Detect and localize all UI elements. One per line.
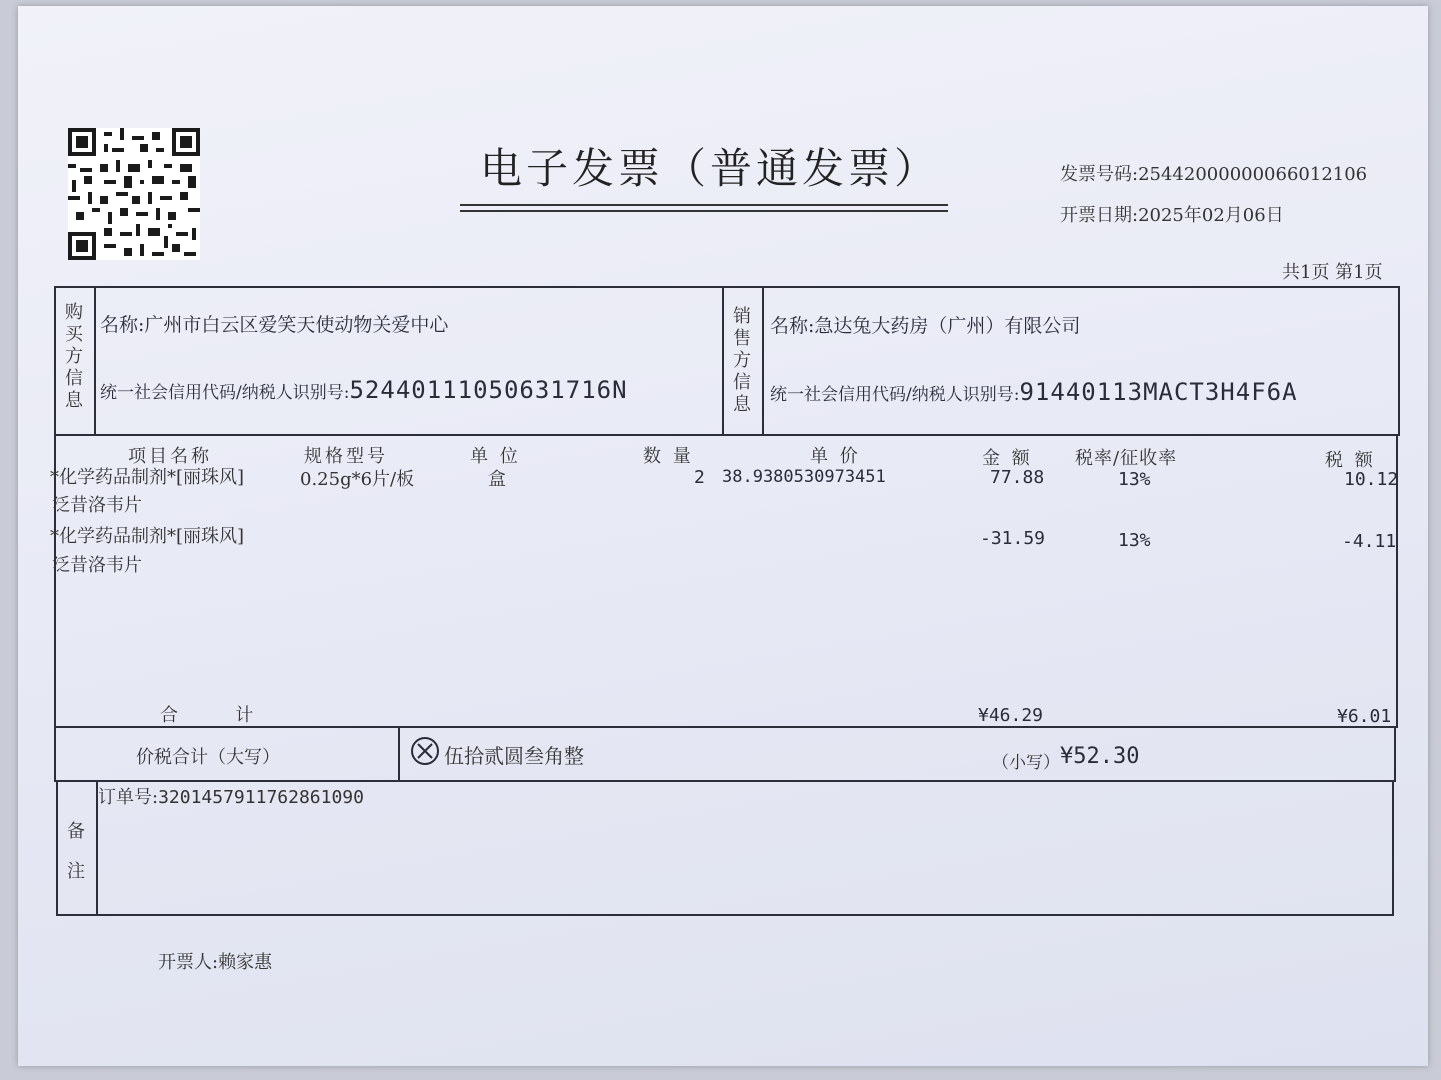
item-amount: 77.88 (990, 467, 1045, 488)
grand-total-upper: 伍拾贰圆叁角整 (444, 744, 584, 768)
invoice-number: 发票号码:25442000000066012106 (1060, 164, 1368, 185)
column-price: 单 价 (810, 446, 861, 467)
issuer: 开票人:赖家惠 (158, 952, 273, 973)
item-rate: 13% (1118, 469, 1151, 490)
item-rate: 13% (1118, 530, 1151, 551)
item-amount: -31.59 (980, 528, 1046, 549)
grand-total-lower-value: ¥52.30 (1060, 744, 1140, 769)
item-spec: 0.25g*6片/板 (300, 469, 415, 490)
grand-total-lower-label: （小写） (992, 753, 1060, 773)
item-qty: 2 (694, 467, 705, 488)
invoice-title: 电子发票（普通发票） (480, 144, 941, 193)
title-underline (460, 210, 948, 212)
total-amount: ¥46.29 (978, 705, 1044, 726)
item-name: *化学药品制剂*[丽珠风] (50, 526, 245, 547)
item-tax: -4.11 (1342, 531, 1397, 552)
total-label: 合 计 (160, 705, 254, 726)
buyer-tax-id: 统一社会信用代码/纳税人识别号:52440111050631716N (100, 376, 628, 404)
buyer-section-label: 购买方信息 (65, 302, 83, 411)
item-name: 泛昔洛韦片 (52, 495, 142, 516)
item-name: *化学药品制剂*[丽珠风] (50, 467, 245, 488)
order-number: 订单号:3201457911762861090 (98, 787, 364, 808)
item-tax: 10.12 (1344, 469, 1399, 490)
page-count: 共1页 第1页 (1282, 262, 1383, 283)
item-price: 38.9380530973451 (722, 467, 886, 487)
column-spec: 规格型号 (304, 446, 388, 467)
invoice-date: 开票日期:2025年02月06日 (1060, 205, 1284, 226)
column-amount: 金 额 (982, 448, 1033, 469)
party-block (54, 286, 1400, 436)
qr-code-icon (68, 128, 200, 260)
item-unit: 盒 (488, 469, 506, 490)
title-underline (460, 204, 948, 206)
item-name: 泛昔洛韦片 (52, 555, 142, 576)
column-rate: 税率/征收率 (1075, 448, 1178, 469)
total-tax: ¥6.01 (1337, 706, 1392, 727)
column-tax: 税 额 (1325, 450, 1376, 471)
column-unit: 单 位 (470, 446, 521, 467)
column-item: 项目名称 (128, 446, 212, 467)
grand-total-label: 价税合计（大写） (136, 747, 280, 768)
seller-tax-id: 统一社会信用代码/纳税人识别号:91440113MACT3H4F6A (770, 378, 1298, 406)
column-qty: 数 量 (643, 446, 694, 467)
circle-x-icon (410, 736, 440, 766)
seller-section-label: 销售方信息 (733, 306, 751, 415)
buyer-name: 名称:广州市白云区爱笑天使动物关爱中心 (100, 314, 449, 336)
remarks-section-label: 备注 (67, 821, 85, 882)
seller-name: 名称:急达兔大药房（广州）有限公司 (770, 315, 1081, 337)
